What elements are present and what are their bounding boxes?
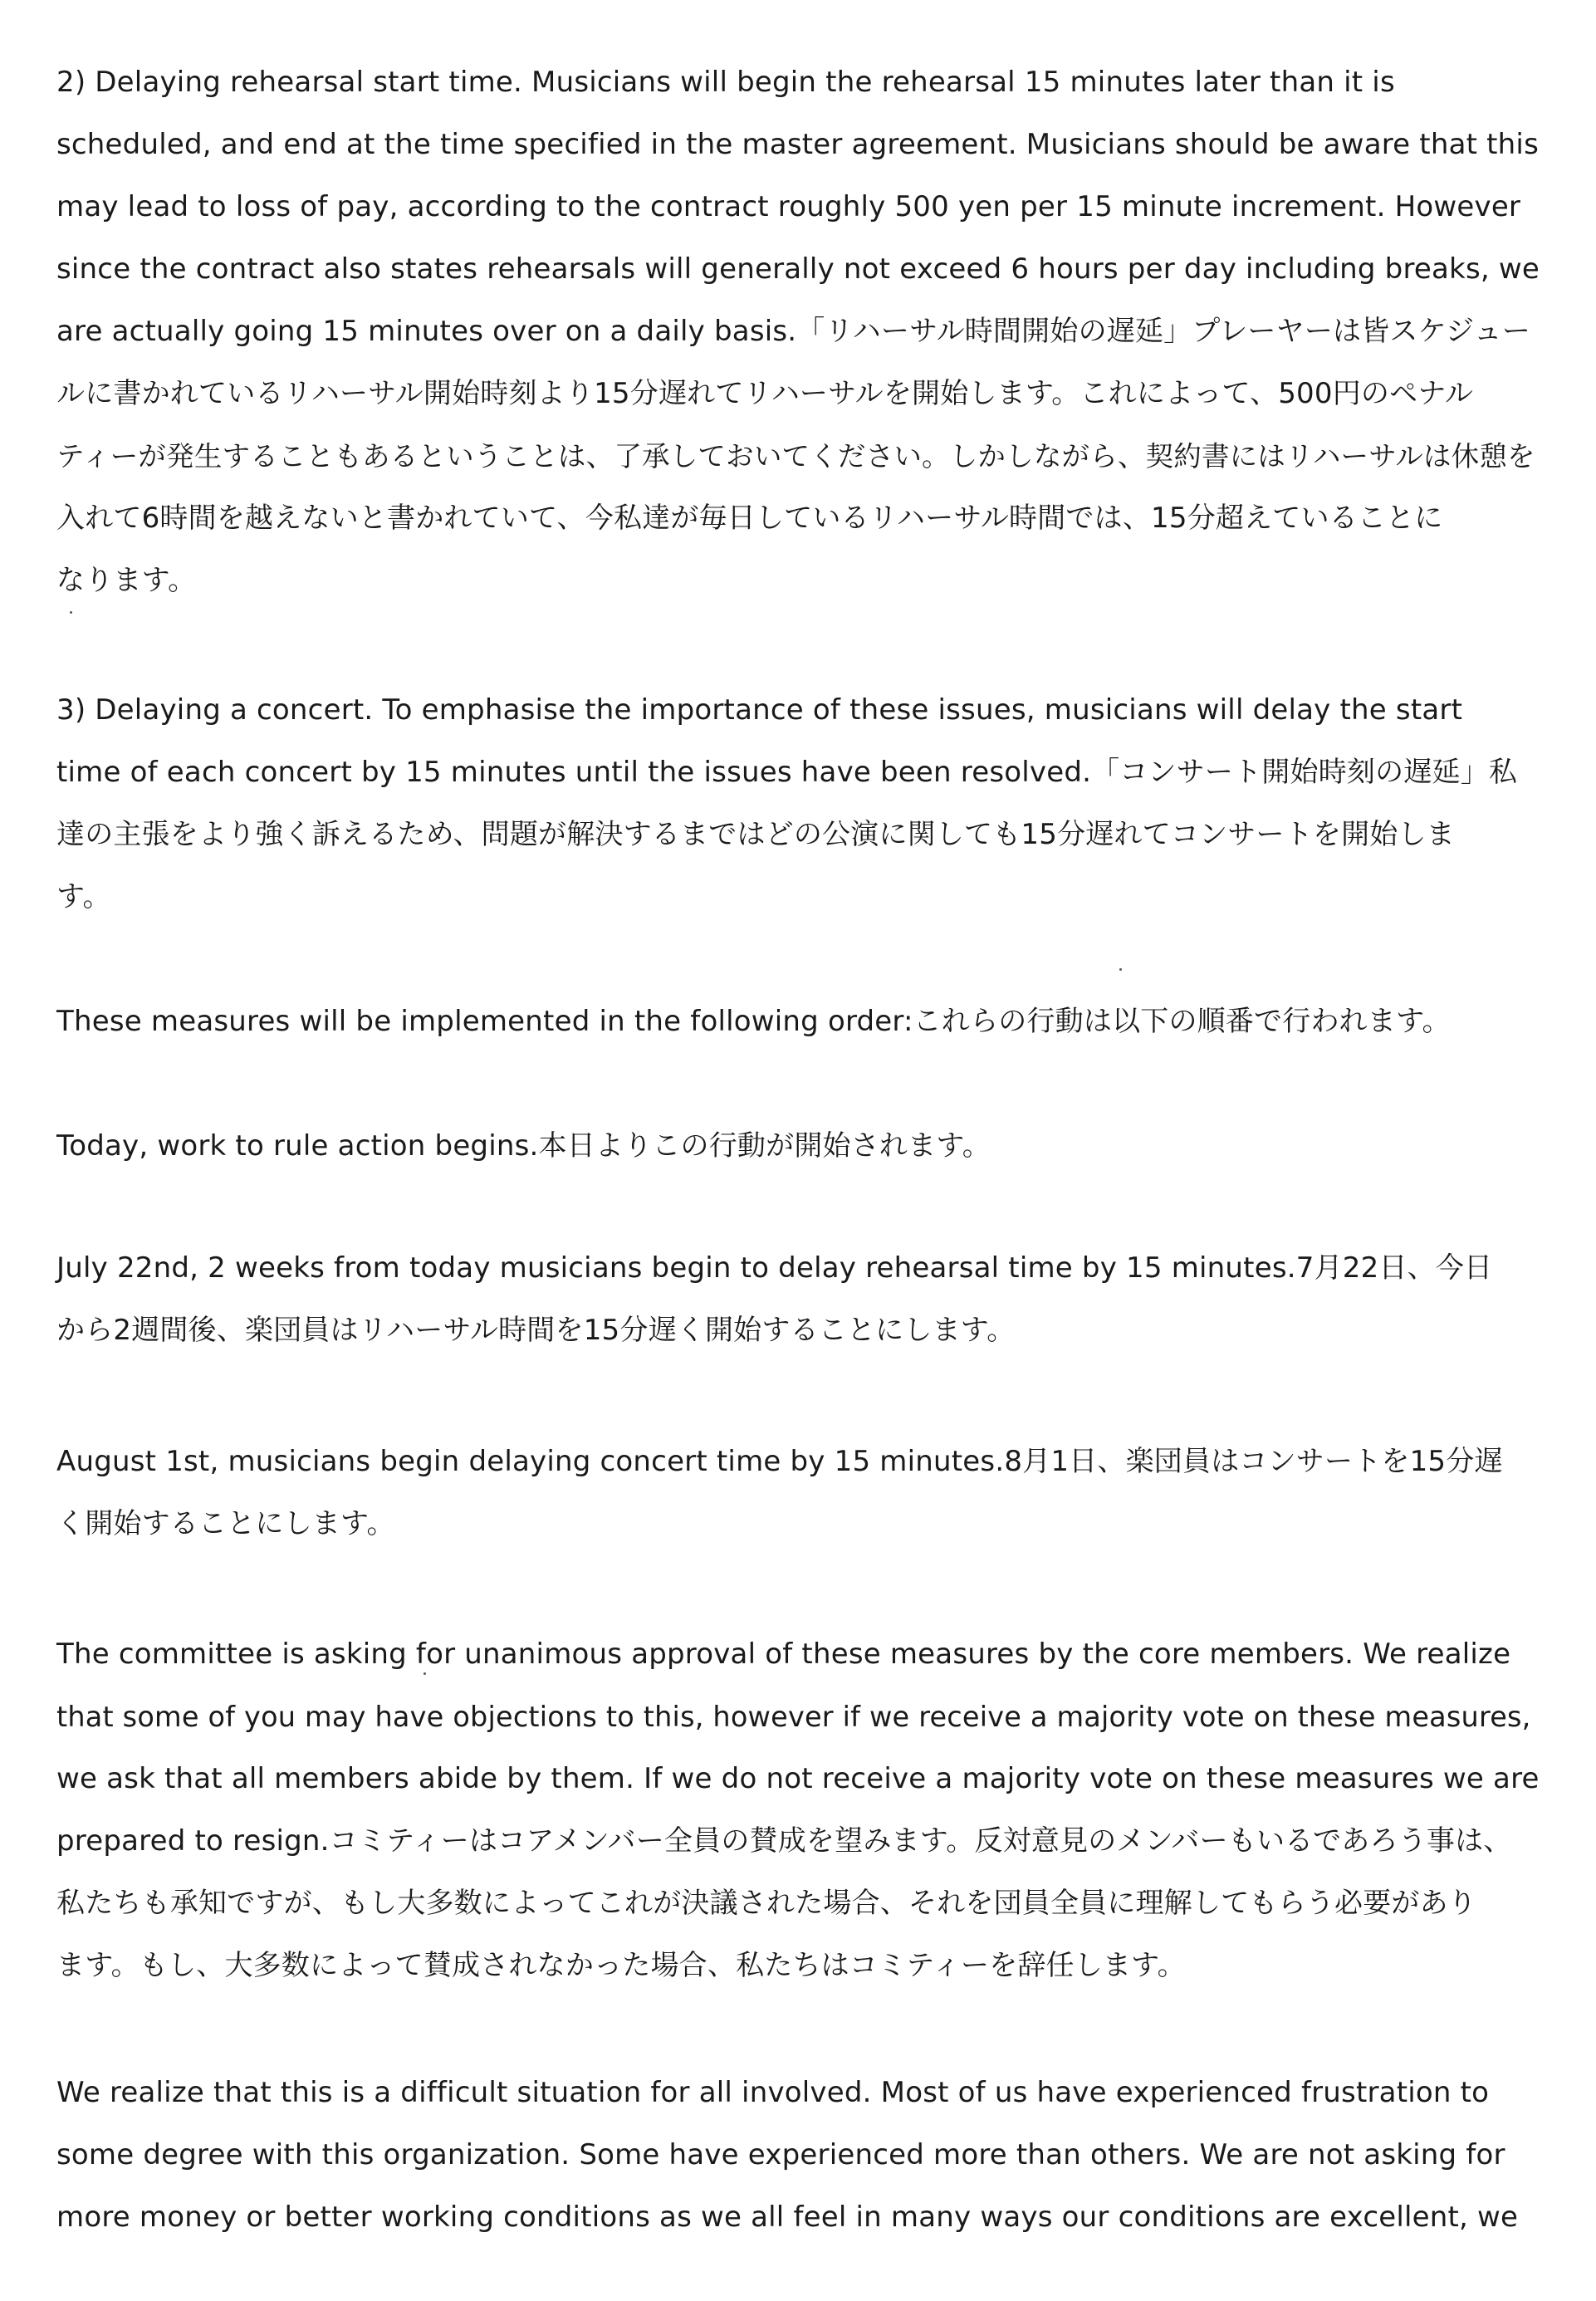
paragraph-delaying-concert [56, 679, 1551, 928]
text-line: なります。 [56, 564, 197, 597]
text-line: July 22nd, 2 weeks from today musicians begin to delay rehearsal time by 15 minutes.7月22日、今日 [56, 1251, 1493, 1285]
text-line: are actually going 15 minutes over on a daily basis.「リハーサル時間開始の遅延」プレーヤーは皆スケジュー [56, 315, 1531, 348]
text-line: some degree with this organization. Some have experienced more than others. We are not asking for [56, 2138, 1505, 2171]
scan-speck [70, 611, 72, 614]
text-line: The committee is asking for unanimous approval of these measures by the core members. We realize [56, 1638, 1511, 1671]
text-line: 入れて6時間を越えないと書かれていて、今私達が毎日しているリハーサル時間では、15分超えていることに [56, 502, 1443, 535]
text-line: から2週間後、楽団員はリハーサル時間を15分遅く開始することにします。 [56, 1314, 1016, 1347]
paragraph-today [56, 1115, 1551, 1177]
text-line: ます。もし、大多数によって賛成されなかった場合、私たちはコミティーを辞任します。 [56, 1949, 1186, 1982]
scan-speck [423, 1672, 426, 1675]
paragraph-august [56, 1431, 1551, 1555]
text-line: 2) Delaying rehearsal start time. Musicians will begin the rehearsal 15 minutes later than it is [56, 66, 1395, 99]
text-line: Today, work to rule action begins.本日よりこの行動が開始されます。 [56, 1129, 991, 1163]
text-line: す。 [56, 880, 111, 913]
text-line: These measures will be implemented in the following order:これらの行動は以下の順番で行われます。 [56, 1005, 1451, 1038]
paragraph-implementation-order [56, 991, 1551, 1053]
scan-speck [1119, 968, 1122, 971]
text-line: We realize that this is a difficult situation for all involved. Most of us have experienced frustration to [56, 2076, 1490, 2109]
text-line: ティーが発生することもあるということは、了承しておいてください。しかしながら、契約書にはリハーサルは休憩を [56, 440, 1535, 472]
text-line: August 1st, musicians begin delaying concert time by 15 minutes.8月1日、楽団員はコンサートを15分遅 [56, 1445, 1503, 1478]
paragraph-delaying-rehearsal [56, 51, 1551, 612]
text-line: scheduled, and end at the time specified in the master agreement. Musicians should be aware that this [56, 128, 1539, 161]
text-line: 3) Delaying a concert. To emphasise the importance of these issues, musicians will delay the start [56, 693, 1463, 727]
text-line: that some of you may have objections to this, however if we receive a majority vote on these measures, [56, 1701, 1531, 1733]
text-line: may lead to loss of pay, according to the contract roughly 500 yen per 15 minute increment. However [56, 190, 1521, 223]
text-line: く開始することにします。 [56, 1507, 395, 1540]
paragraph-committee [56, 1623, 1551, 1997]
paragraph-july [56, 1237, 1551, 1362]
paragraph-we-realize [56, 2062, 1551, 2249]
text-line: more money or better working conditions as we all feel in many ways our conditions are excellent, we [56, 2201, 1519, 2234]
text-line: we ask that all members abide by them. If we do not receive a majority vote on these measures we are [56, 1762, 1540, 1795]
text-line: 達の主張をより強く訴えるため、問題が解決するまではどの公演に関しても15分遅れてコンサートを開始しま [56, 818, 1455, 851]
text-line: 私たちも承知ですが、もし大多数によってこれが決議された場合、それを団員全員に理解してもらう必要があり [56, 1887, 1476, 1920]
text-line: prepared to resign.コミティーはコアメンバー全員の賛成を望みます。反対意見のメンバーもいるであろう事は、 [56, 1824, 1512, 1858]
text-line: time of each concert by 15 minutes until the issues have been resolved.「コンサート開始時刻の遅延」私 [56, 756, 1518, 789]
text-line: since the contract also states rehearsals will generally not exceed 6 hours per day including breaks, we [56, 252, 1540, 286]
text-line: ルに書かれているリハーサル開始時刻より15分遅れてリハーサルを開始します。これによって、500円のペナル [56, 377, 1474, 410]
